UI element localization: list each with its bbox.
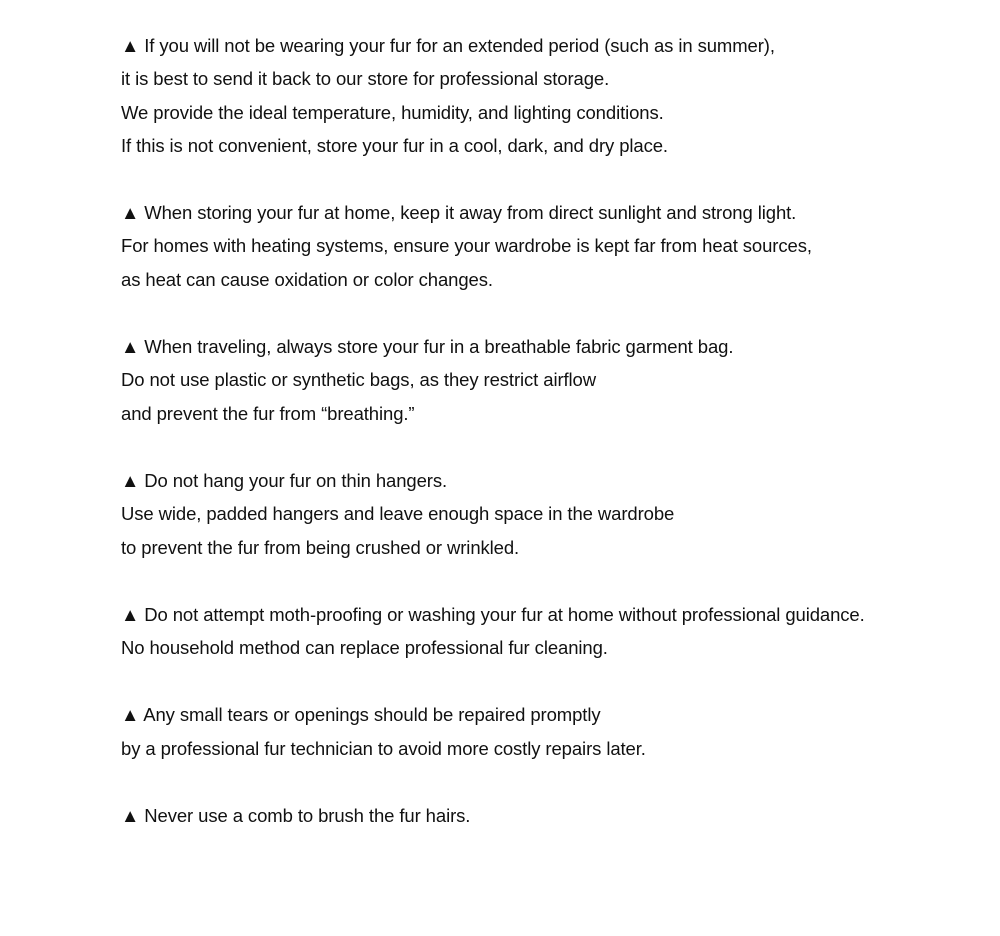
instruction-line: ▲ When traveling, always store your fur in a breathable fabric garment bag. <box>121 336 734 358</box>
instruction-line: to prevent the fur from being crushed or wrinkled. <box>121 536 520 558</box>
instruction-line: ▲ Any small tears or openings should be repaired promptly <box>121 704 601 726</box>
instruction-line: ▲ When storing your fur at home, keep it away from direct sunlight and strong light. <box>121 202 797 224</box>
instruction-line: Do not use plastic or synthetic bags, as they restrict airflow <box>121 369 597 391</box>
instruction-line: as heat can cause oxidation or color changes. <box>121 268 493 290</box>
instruction-line: ▲ Do not hang your fur on thin hangers. <box>121 469 448 491</box>
instruction-line: For homes with heating systems, ensure your wardrobe is kept far from heat sources, <box>121 235 812 257</box>
instruction-cleaning <box>121 598 981 665</box>
instruction-repairs <box>121 698 981 765</box>
instruction-line: We provide the ideal temperature, humidity, and lighting conditions. <box>121 101 664 123</box>
fur-care-instructions <box>121 29 981 866</box>
instruction-line: and prevent the fur from “breathing.” <box>121 402 415 424</box>
instruction-traveling <box>121 330 981 430</box>
instruction-line: No household method can replace professional fur cleaning. <box>121 637 608 659</box>
instruction-storage-professional <box>121 29 981 162</box>
instruction-comb <box>121 799 981 832</box>
instruction-line: Use wide, padded hangers and leave enough space in the wardrobe <box>121 503 675 525</box>
instruction-hangers <box>121 464 981 564</box>
instruction-line: ▲ If you will not be wearing your fur for an extended period (such as in summer), <box>121 35 775 56</box>
instruction-line: it is best to send it back to our store for professional storage. <box>121 68 610 90</box>
instruction-line: ▲ Do not attempt moth-proofing or washing your fur at home without professional guidance. <box>121 603 865 625</box>
instruction-line: ▲ Never use a comb to brush the fur hairs. <box>121 805 471 827</box>
instruction-home-storage <box>121 196 981 296</box>
instruction-line: by a professional fur technician to avoid more costly repairs later. <box>121 737 646 759</box>
instruction-line: If this is not convenient, store your fur in a cool, dark, and dry place. <box>121 134 668 156</box>
